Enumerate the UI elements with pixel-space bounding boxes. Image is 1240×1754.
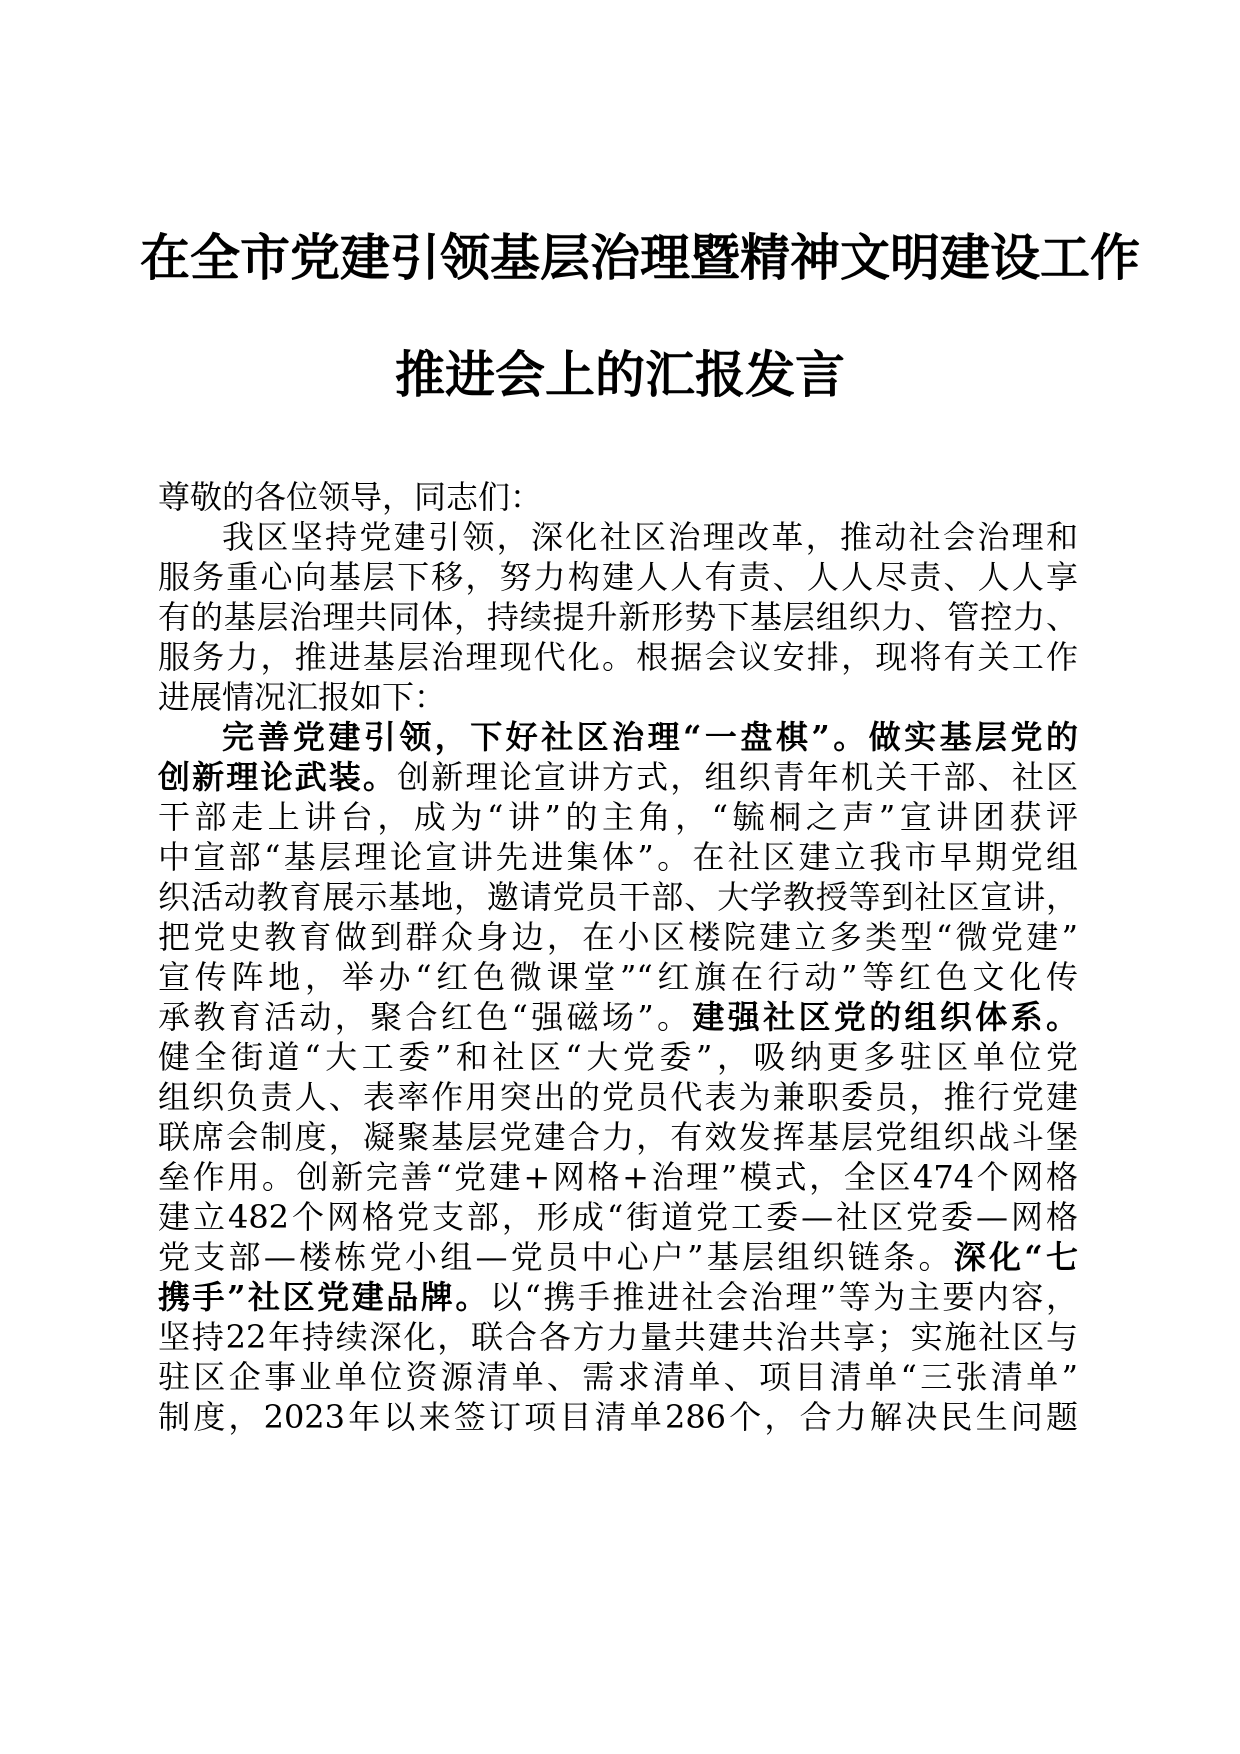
section1-heading: 完善党建引领，下好社区治理“一盘棋”。做实基层党的 — [222, 718, 1078, 756]
section1-line-15 — [158, 1277, 1078, 1317]
body-text: 承教育活动，聚合红色“强磁场”。 — [158, 998, 693, 1036]
section1-line-3: 干部走上讲台，成为“讲”的主角，“毓桐之声”宣讲团获评 — [158, 798, 1078, 836]
section1-line-12: 垒作用。创新完善“党建+网格+治理”模式，全区474个网格 — [158, 1158, 1078, 1196]
intro-line-5: 进展情况汇报如下： — [158, 678, 447, 716]
document-title-line-2: 推进会上的汇报发言 — [395, 345, 845, 404]
section1-line-2 — [158, 757, 1078, 797]
subheading-brand-end: 携手”社区党建品牌。 — [158, 1278, 490, 1316]
section1-line-13: 建立482个网格党支部，形成“街道党工委—社区党委—网格 — [158, 1198, 1078, 1236]
body-text: 党支部—楼栋党小组—党员中心户”基层组织链条。 — [158, 1238, 954, 1276]
section1-line-8 — [158, 997, 1078, 1037]
intro-line-2: 服务重心向基层下移，努力构建人人有责、人人尽责、人人享 — [158, 558, 1078, 596]
section1-line-17: 驻区企事业单位资源清单、需求清单、项目清单“三张清单” — [158, 1358, 1078, 1396]
body-text: 以“携手推进社会治理”等为主要内容， — [489, 1278, 1078, 1316]
intro-line-4: 服务力，推进基层治理现代化。根据会议安排，现将有关工作 — [158, 638, 1078, 676]
section1-line-6: 把党史教育做到群众身边，在小区楼院建立多类型“微党建” — [158, 918, 1078, 956]
body-text: 创新理论宣讲方式，组织青年机关干部、社区 — [397, 758, 1078, 796]
salutation: 尊敬的各位领导，同志们： — [158, 478, 543, 516]
section1-line-10: 组织负责人、表率作用突出的党员代表为兼职委员，推行党建 — [158, 1078, 1078, 1116]
section1-line-9: 健全街道“大工委”和社区“大党委”，吸纳更多驻区单位党 — [158, 1038, 1078, 1076]
section1-line-4: 中宣部“基层理论宣讲先进集体”。在社区建立我市早期党组 — [158, 838, 1078, 876]
intro-line-1: 我区坚持党建引领，深化社区治理改革，推动社会治理和 — [222, 518, 1078, 556]
section1-line-5: 织活动教育展示基地，邀请党员干部、大学教授等到社区宣讲， — [158, 878, 1078, 916]
subheading-organization: 建强社区党的组织体系。 — [692, 998, 1078, 1036]
section1-line-14 — [158, 1237, 1078, 1277]
document-title-line-1: 在全市党建引领基层治理暨精神文明建设工作 — [140, 228, 1140, 287]
section1-line-16: 坚持22年持续深化，联合各方力量共建共治共享；实施社区与 — [158, 1318, 1078, 1356]
subheading-brand-start: 深化“七 — [953, 1238, 1078, 1276]
intro-line-3: 有的基层治理共同体，持续提升新形势下基层组织力、管控力、 — [158, 598, 1078, 636]
subheading-theory: 创新理论武装。 — [158, 758, 398, 796]
section1-line-11: 联席会制度，凝聚基层党建合力，有效发挥基层党组织战斗堡 — [158, 1118, 1078, 1156]
section1-line-18: 制度，2023年以来签订项目清单286个，合力解决民生问题 — [158, 1398, 1078, 1436]
section1-line-7: 宣传阵地，举办“红色微课堂”“红旗在行动”等红色文化传 — [158, 958, 1078, 996]
